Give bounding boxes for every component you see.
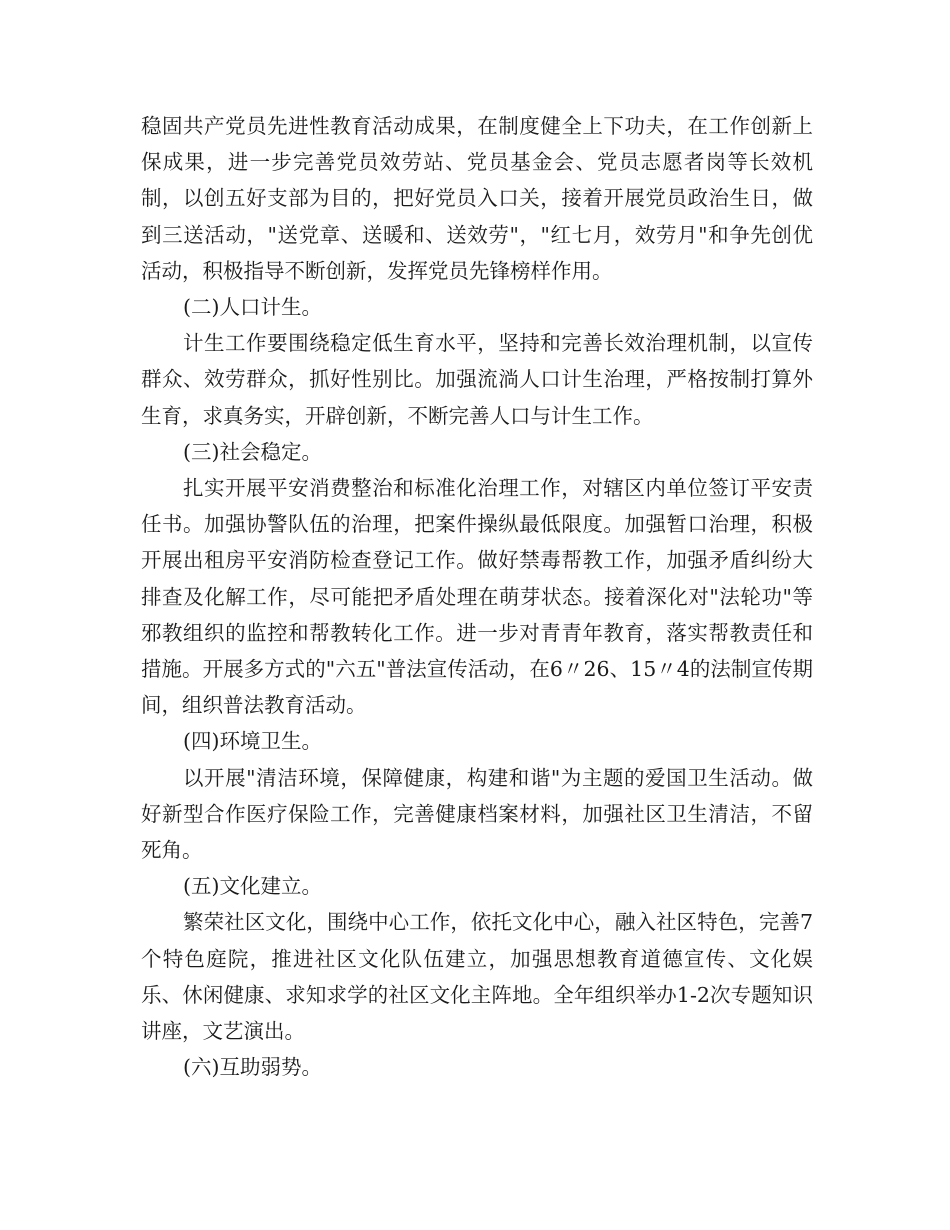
document-body (141, 108, 813, 1085)
paragraph-social-stability: 扎实开展平安消费整治和标准化治理工作，对辖区内单位签订平安责任书。加强协警队伍的治理，把案件操纵最低限度。加强暂口治理，积极开展出租房平安消防检查登记工作。做好禁毒帮教工作，加强矛盾纠纷大排查及化解工作，尽可能把矛盾处理在萌芽状态。接着深化对"法轮功"等邪教组织的监控和帮教转化工作。进一步对青青年教育，落实帮教责任和措施。开展多方式的"六五"普法宣传活动，在6〃26、15〃4的法制宣传期间，组织普法教育活动。 (141, 476, 813, 718)
heading-culture-building: (五)文化建立。 (183, 874, 322, 899)
paragraph-culture-building: 繁荣社区文化，围绕中心工作，依托文化中心，融入社区特色，完善7个特色庭院，推进社区文化队伍建立，加强思想教育道德宣传、文化娱乐、休闲健康、求知求学的社区文化主阵地。全年组织举办1-2次专题知识讲座，文艺演出。 (141, 910, 813, 1044)
paragraph-environment-health: 以开展"清洁环境，保障健康，构建和谐"为主题的爱国卫生活动。做好新型合作医疗保险工作，完善健康档案材料，加强社区卫生清洁，不留死角。 (141, 765, 813, 863)
heading-social-stability: (三)社会稳定。 (183, 439, 322, 464)
heading-environment-health: (四)环境卫生。 (183, 729, 322, 754)
heading-mutual-aid: (六)互助弱势。 (183, 1055, 322, 1080)
paragraph-population-planning: 计生工作要围绕稳定低生育水平，坚持和完善长效治理机制，以宣传群众、效劳群众，抓好性别比。加强流淌人口计生治理，严格按制打算外生育，求真务实，开辟创新，不断完善人口与计生工作。 (141, 331, 813, 428)
heading-population-planning: (二)人口计生。 (183, 295, 322, 320)
paragraph-party-building: 稳固共产党员先进性教育活动成果，在制度健全上下功夫，在工作创新上保成果，进一步完善党员效劳站、党员基金会、党员志愿者岗等长效机制，以创五好支部为目的，把好党员入口关，接着开展党员政治生日，做到三送活动，"送党章、送暖和、送效劳"，"红七月，效劳月"和争先创优活动，积极指导不断创新，发挥党员先锋榜样作用。 (141, 114, 813, 283)
